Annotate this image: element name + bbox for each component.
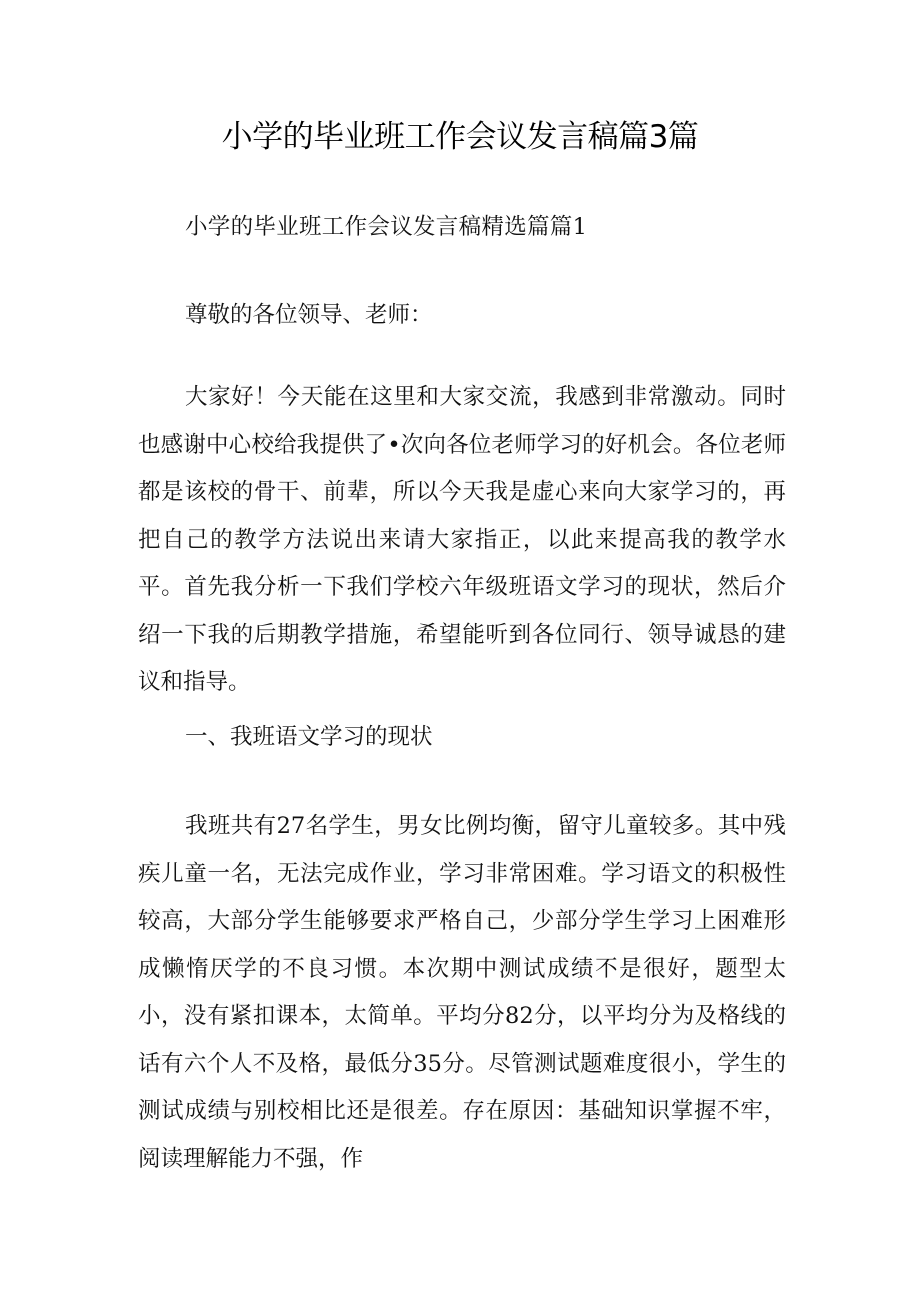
body-paragraph-2: 我班共有27名学生，男女比例均衡，留守儿童较多。其中残疾儿童一名，无法完成作业，学习非常困难。学习语文的积极性较高，大部分学生能够要求严格自己，少部分学生学习上困难形成懒惰厌学的不良习惯。本次期中测试成绩不是很好，题型太小，没有紧扣课本，太简单。平均分82分，以平均分为及格线的话有六个人不及格，最低分35分。尽管测试题难度很小，学生的测试成绩与别校相比还是很差。存在原因：基础知识掌握不牢，阅读理解能力不强，作 [138, 813, 786, 1172]
body-paragraph-1: 大家好！今天能在这里和大家交流，我感到非常激动。同时也感谢中心校给我提供了•次向各位老师学习的好机会。各位老师都是该校的骨干、前辈，所以今天我是虚心来向大家学习的，再把自己的教学方法说出来请大家指正，以此来提高我的教学水平。首先我分析一下我们学校六年级班语文学习的现状，然后介绍一下我的后期教学措施，希望能听到各位同行、领导诚恳的建议和指导。 [138, 384, 786, 695]
document-title: 小学的毕业班工作会议发言稿篇3篇 [221, 119, 699, 155]
greeting-line: 尊敬的各位领导、老师： [185, 302, 433, 328]
document-subtitle: 小学的毕业班工作会议发言稿精选篇篇1 [185, 214, 588, 240]
section-heading-1: 一、我班语文学习的现状 [185, 724, 433, 750]
